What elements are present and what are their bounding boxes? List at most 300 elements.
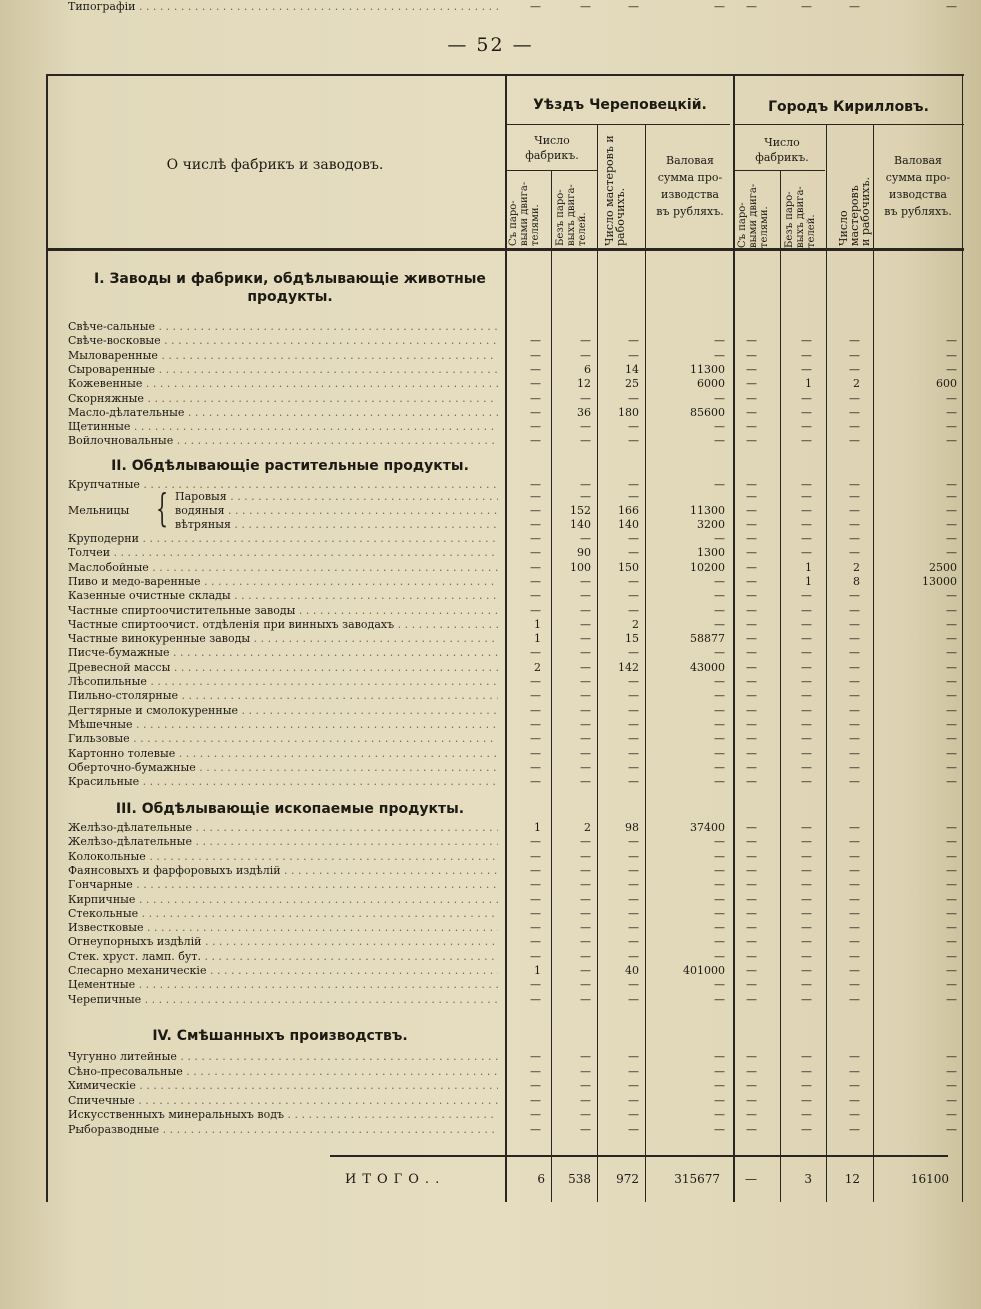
table-cell: —: [849, 949, 860, 963]
table-cell: —: [801, 632, 812, 646]
table-cell: —: [801, 334, 812, 348]
table-cell: —: [714, 434, 725, 448]
section-title-2: II. Обдѣлывающіе растительные продукты.: [111, 458, 469, 474]
table-cell: —: [746, 377, 757, 391]
table-cell: —: [801, 1050, 812, 1063]
table-cell: —: [849, 775, 860, 789]
table-cell: —: [946, 348, 957, 362]
table-cell: —: [849, 964, 860, 977]
table-cell: 14: [625, 362, 639, 376]
table-cell: 12: [577, 377, 591, 391]
city-col-steam: Съ паро- выми двига- телями.: [737, 183, 770, 248]
table-cell: 1: [534, 964, 541, 977]
table-cell: —: [946, 1064, 957, 1078]
table-cell: —: [849, 675, 860, 688]
table-cell: —: [946, 892, 957, 906]
table-cell: —: [530, 835, 541, 849]
table-cell: —: [628, 992, 639, 1006]
table-cell: —: [714, 1050, 725, 1063]
table-cell: —: [946, 717, 957, 731]
table-cell: —: [628, 675, 639, 688]
table-cell: —: [746, 334, 757, 348]
row-label: Фаянсовыхъ и фарфоровыхъ издѣлій . . .: [68, 864, 498, 878]
table-cell: —: [849, 978, 860, 992]
city-col-workers: Число мастеровъ и рабочихъ.: [837, 177, 872, 246]
table-cell: —: [628, 603, 639, 617]
table-cell: —: [746, 964, 757, 977]
table-cell: —: [580, 863, 591, 877]
city-col-sum: Валовая сумма про- изводства въ рубляхъ.: [884, 154, 952, 218]
table-cell: —: [530, 921, 541, 935]
table-cell: —: [530, 732, 541, 746]
table-cell: —: [849, 717, 860, 731]
table-cell: —: [714, 420, 725, 434]
table-cell: —: [580, 992, 591, 1006]
table-cell: —: [628, 391, 639, 405]
table-cell: —: [801, 849, 812, 863]
table-cell: —: [946, 689, 957, 703]
table-row: [0, 532, 981, 546]
table-cell: —: [746, 878, 757, 892]
table-cell: 150: [618, 560, 639, 574]
total-cell: 538: [568, 1172, 591, 1186]
row-label: Спичечные . . .: [68, 1094, 498, 1108]
table-cell: —: [849, 334, 860, 348]
table-cell: —: [849, 732, 860, 746]
table-cell: —: [849, 906, 860, 920]
table-cell: —: [580, 921, 591, 935]
table-row: [0, 704, 981, 718]
table-cell: —: [530, 377, 541, 391]
table-cell: —: [801, 717, 812, 731]
table-cell: —: [530, 878, 541, 892]
table-cell: —: [580, 1079, 591, 1092]
table-cell: —: [746, 746, 757, 760]
table-row: [0, 821, 981, 835]
table-cell: —: [628, 863, 639, 877]
table-cell: —: [746, 892, 757, 906]
table-cell: —: [746, 1108, 757, 1121]
table-cell: —: [714, 863, 725, 877]
table-cell: —: [849, 760, 860, 774]
table-cell: —: [530, 992, 541, 1006]
table-cell: —: [946, 1079, 957, 1092]
table-cell: 2: [632, 617, 639, 631]
table-cell: —: [714, 935, 725, 949]
table-cell: —: [801, 821, 812, 834]
table-cell: —: [946, 863, 957, 877]
table-cell: —: [714, 992, 725, 1006]
table-cell: —: [946, 420, 957, 434]
table-cell: 1: [534, 821, 541, 834]
table-cell: —: [946, 660, 957, 674]
row-label: Щетинные . . .: [68, 420, 498, 434]
table-cell: —: [746, 405, 757, 419]
table-cell: —: [530, 546, 541, 560]
table-row: [0, 632, 981, 646]
table-cell: —: [580, 703, 591, 717]
table-cell: —: [530, 906, 541, 920]
table-cell: 1: [805, 560, 812, 574]
table-cell: —: [628, 935, 639, 949]
table-cell: —: [746, 863, 757, 877]
table-cell: 2: [584, 821, 591, 834]
table-cell: —: [530, 574, 541, 588]
table-cell: —: [946, 732, 957, 746]
table-cell: 2500: [929, 560, 957, 574]
table-cell: —: [580, 1050, 591, 1063]
table-cell: —: [530, 478, 541, 491]
table-cell: —: [946, 617, 957, 631]
row-label: Частные спиртоочист. отдѣленія при винныхъ заводахъ . . .: [68, 618, 498, 632]
table-row: [0, 675, 981, 689]
table-cell: —: [628, 906, 639, 920]
row-label: Сыроваренные . . .: [68, 363, 498, 377]
table-cell: —: [746, 574, 757, 588]
row-label: Лѣсопильные . . .: [68, 675, 498, 689]
row-label: Скорняжные . . .: [68, 392, 498, 406]
table-cell: —: [849, 391, 860, 405]
table-cell: —: [628, 532, 639, 545]
table-cell: —: [530, 589, 541, 603]
table-cell: —: [580, 617, 591, 631]
table-cell: —: [714, 348, 725, 362]
table-cell: —: [746, 949, 757, 963]
table-cell: —: [580, 717, 591, 731]
table-cell: —: [946, 504, 957, 517]
table-cell: —: [946, 334, 957, 348]
table-cell: —: [580, 478, 591, 491]
table-row: [0, 1065, 981, 1079]
table-cell: —: [530, 1093, 541, 1107]
table-cell: —: [628, 490, 639, 503]
table-cell: —: [801, 878, 812, 892]
row-label: Стек. хруст. ламп. бут. . . .: [68, 950, 498, 964]
table-cell: —: [628, 574, 639, 588]
table-row: [0, 406, 981, 420]
table-cell: —: [530, 849, 541, 863]
table-row: [0, 964, 981, 978]
table-row: [0, 392, 981, 406]
table-row: [0, 950, 981, 964]
row-label: Писче-бумажные . . .: [68, 646, 498, 660]
table-row: [0, 561, 981, 575]
table-cell: —: [580, 1064, 591, 1078]
table-cell: —: [628, 1108, 639, 1121]
table-cell: —: [580, 574, 591, 588]
table-cell: —: [801, 964, 812, 977]
table-cell: —: [746, 906, 757, 920]
district-rule: [505, 124, 730, 125]
table-cell: —: [801, 405, 812, 419]
row-label: Колокольные . . .: [68, 850, 498, 864]
table-cell: —: [628, 1093, 639, 1107]
table-cell: 11300: [690, 504, 725, 517]
district-col-workers: Число мастеровъ и рабочихъ.: [603, 135, 627, 246]
city-heading: Городъ Кирилловъ.: [768, 99, 929, 115]
table-cell: 6: [584, 362, 591, 376]
table-cell: —: [580, 835, 591, 849]
table-cell: —: [849, 348, 860, 362]
table-cell: —: [946, 518, 957, 531]
table-row: [0, 490, 981, 504]
table-cell: —: [946, 434, 957, 448]
table-cell: —: [801, 835, 812, 849]
table-row: [0, 604, 981, 618]
table-cell: —: [746, 703, 757, 717]
table-cell: —: [746, 532, 757, 545]
table-cell: —: [746, 546, 757, 560]
table-cell: —: [801, 589, 812, 603]
table-cell: —: [580, 0, 591, 13]
table-cell: —: [849, 689, 860, 703]
table-cell: —: [746, 717, 757, 731]
table-cell: —: [628, 646, 639, 660]
table-cell: —: [849, 1108, 860, 1121]
table-cell: —: [714, 1108, 725, 1121]
table-cell: —: [849, 992, 860, 1006]
table-cell: —: [628, 420, 639, 434]
table-cell: —: [580, 906, 591, 920]
table-cell: —: [580, 892, 591, 906]
table-cell: —: [801, 1064, 812, 1078]
table-row: [0, 747, 981, 761]
table-cell: —: [801, 863, 812, 877]
table-cell: —: [801, 603, 812, 617]
table-row: [0, 775, 981, 789]
table-row: [0, 349, 981, 363]
table-cell: —: [580, 964, 591, 977]
table-cell: —: [946, 532, 957, 545]
total-cell: 12: [844, 1172, 860, 1186]
table-cell: —: [530, 646, 541, 660]
table-cell: —: [714, 689, 725, 703]
table-cell: —: [628, 760, 639, 774]
table-cell: —: [714, 732, 725, 746]
table-cell: —: [849, 589, 860, 603]
table-cell: —: [530, 560, 541, 574]
table-cell: 90: [577, 546, 591, 560]
table-cell: 140: [570, 518, 591, 531]
table-cell: —: [530, 532, 541, 545]
table-cell: —: [628, 746, 639, 760]
table-cell: 13000: [922, 574, 957, 588]
mills-label: Мельницы: [68, 504, 130, 517]
table-cell: 600: [936, 377, 957, 391]
table-cell: —: [746, 935, 757, 949]
row-label: Мѣшечные . . .: [68, 718, 498, 732]
table-cell: 2: [853, 560, 860, 574]
table-cell: —: [580, 532, 591, 545]
table-cell: 15: [625, 632, 639, 646]
row-label: Частные винокуренные заводы . . .: [68, 632, 498, 646]
table-cell: —: [530, 362, 541, 376]
row-label: Сѣно-пресовальные . . .: [68, 1065, 498, 1079]
table-cell: —: [746, 921, 757, 935]
table-cell: 85600: [690, 405, 725, 419]
table-cell: —: [628, 835, 639, 849]
table-cell: —: [580, 732, 591, 746]
table-cell: —: [714, 878, 725, 892]
table-cell: —: [946, 632, 957, 646]
table-cell: —: [714, 646, 725, 660]
table-row: [0, 935, 981, 949]
table-cell: —: [714, 675, 725, 688]
table-cell: —: [628, 732, 639, 746]
table-cell: —: [746, 391, 757, 405]
table-cell: —: [946, 746, 957, 760]
table-cell: —: [580, 420, 591, 434]
row-label: Войлочновальные . . .: [68, 434, 498, 448]
section-title-1: I. Заводы и фабрики, обдѣлывающіе животные продукты.: [94, 271, 486, 305]
table-cell: —: [580, 849, 591, 863]
table-cell: —: [746, 849, 757, 863]
row-label: Черепичные . . .: [68, 993, 498, 1007]
table-cell: —: [714, 478, 725, 491]
table-row: [0, 377, 981, 391]
table-cell: —: [746, 689, 757, 703]
table-cell: —: [849, 746, 860, 760]
table-cell: 98: [625, 821, 639, 834]
table-cell: —: [530, 1050, 541, 1063]
table-cell: —: [530, 675, 541, 688]
total-cell: 6: [537, 1172, 545, 1186]
table-cell: —: [946, 1050, 957, 1063]
table-cell: —: [530, 603, 541, 617]
table-cell: —: [946, 921, 957, 935]
table-cell: —: [530, 420, 541, 434]
row-label: Свѣче-сальные . . .: [68, 320, 498, 334]
table-cell: —: [849, 646, 860, 660]
table-cell: —: [580, 1122, 591, 1136]
table-cell: 142: [618, 660, 639, 674]
table-cell: —: [946, 362, 957, 376]
table-cell: —: [530, 1064, 541, 1078]
table-cell: —: [628, 1064, 639, 1078]
table-cell: —: [746, 760, 757, 774]
table-cell: —: [849, 362, 860, 376]
table-cell: 58877: [690, 632, 725, 646]
table-cell: —: [849, 490, 860, 503]
table-cell: —: [628, 921, 639, 935]
table-cell: 25: [625, 377, 639, 391]
table-cell: —: [714, 949, 725, 963]
table-cell: —: [801, 660, 812, 674]
row-label: Пильно-столярные . . .: [68, 689, 498, 703]
table-cell: —: [746, 660, 757, 674]
table-cell: —: [849, 835, 860, 849]
row-label: Рыборазводные . . .: [68, 1123, 498, 1137]
table-cell: —: [714, 746, 725, 760]
table-row: [0, 850, 981, 864]
table-cell: —: [530, 348, 541, 362]
table-cell: —: [530, 689, 541, 703]
table-cell: —: [801, 703, 812, 717]
table-cell: —: [849, 892, 860, 906]
table-cell: —: [849, 434, 860, 448]
table-cell: —: [628, 589, 639, 603]
table-cell: —: [849, 405, 860, 419]
table-cell: —: [580, 434, 591, 448]
table-cell: —: [530, 405, 541, 419]
row-label: Толчеи . . .: [68, 546, 498, 560]
total-cell: 16100: [910, 1172, 949, 1186]
row-label: Желѣзо-дѣлательные . . .: [68, 821, 498, 835]
total-cell: 315677: [674, 1172, 720, 1186]
table-cell: 140: [618, 518, 639, 531]
section-title-4: IV. Смѣшанныхъ производствъ.: [152, 1028, 408, 1044]
table-cell: —: [580, 775, 591, 789]
table-cell: —: [628, 1122, 639, 1136]
row-label: Химическіе . . .: [68, 1079, 498, 1093]
table-cell: 401000: [683, 964, 725, 977]
table-cell: —: [946, 935, 957, 949]
table-cell: —: [530, 504, 541, 517]
table-cell: —: [714, 1079, 725, 1092]
table-cell: —: [946, 1122, 957, 1136]
table-cell: —: [714, 717, 725, 731]
district-heading: Уѣздъ Череповецкій.: [533, 97, 707, 113]
table-cell: —: [714, 532, 725, 545]
table-cell: —: [580, 490, 591, 503]
table-cell: 6000: [697, 377, 725, 391]
table-cell: —: [801, 391, 812, 405]
table-cell: —: [628, 949, 639, 963]
table-cell: —: [849, 632, 860, 646]
table-cell: —: [849, 1122, 860, 1136]
table-cell: —: [628, 348, 639, 362]
row-label: Известковые . . .: [68, 921, 498, 935]
table-cell: —: [801, 518, 812, 531]
table-cell: 152: [570, 504, 591, 517]
table-cell: 166: [618, 504, 639, 517]
table-cell: —: [628, 478, 639, 491]
table-cell: —: [530, 775, 541, 789]
table-cell: —: [746, 1050, 757, 1063]
row-label: Древесной массы . . .: [68, 661, 498, 675]
total-cell: —: [745, 1172, 757, 1186]
table-cell: —: [801, 478, 812, 491]
table-cell: —: [746, 362, 757, 376]
table-cell: —: [946, 646, 957, 660]
table-cell: —: [946, 603, 957, 617]
table-cell: 10200: [690, 560, 725, 574]
row-label: Дегтярные и смолокуренные . . .: [68, 704, 498, 718]
table-cell: —: [801, 1079, 812, 1092]
table-cell: —: [580, 978, 591, 992]
table-cell: —: [714, 921, 725, 935]
table-row: [0, 921, 981, 935]
table-cell: —: [746, 978, 757, 992]
district-num-factories: Число фабрикъ.: [525, 134, 579, 162]
table-cell: 2: [534, 660, 541, 674]
table-cell: —: [746, 732, 757, 746]
row-label: Кирпичные . . .: [68, 893, 498, 907]
row-label: Типографіи . . .: [68, 0, 498, 14]
table-cell: —: [801, 1093, 812, 1107]
row-label: вѣтряныя . . .: [175, 518, 498, 532]
table-cell: —: [849, 478, 860, 491]
table-cell: —: [946, 978, 957, 992]
table-cell: —: [946, 1093, 957, 1107]
table-cell: —: [580, 334, 591, 348]
table-cell: —: [746, 1093, 757, 1107]
table-cell: —: [714, 0, 725, 13]
table-cell: —: [946, 821, 957, 834]
table-cell: —: [849, 518, 860, 531]
table-cell: —: [849, 821, 860, 834]
table-cell: —: [801, 362, 812, 376]
